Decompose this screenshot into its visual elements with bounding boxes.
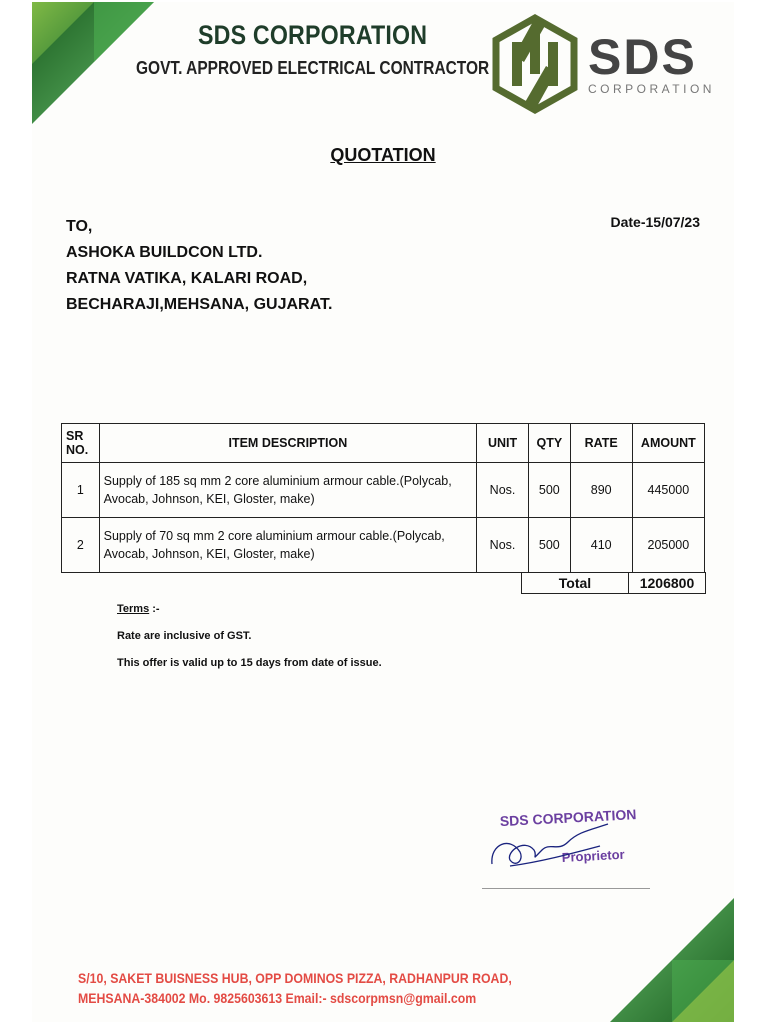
svg-text:SDS CORPORATION: SDS CORPORATION [499, 806, 637, 830]
cell-rate: 890 [570, 463, 632, 518]
footer-address [78, 968, 512, 1008]
cell-qty: 500 [528, 463, 570, 518]
cell-sr: 2 [62, 518, 100, 573]
header-description: ITEM DESCRIPTION [99, 424, 476, 463]
recipient-line: ASHOKA BUILDCON LTD. [66, 244, 263, 261]
footer-line: S/10, SAKET BUISNESS HUB, OPP DOMINOS PIZZA, RADHANPUR ROAD, [78, 970, 512, 986]
total-value: 1206800 [629, 573, 706, 594]
table-row [62, 463, 705, 518]
corner-decoration-bottom-right [610, 898, 734, 1022]
cell-unit: Nos. [477, 463, 529, 518]
terms-heading: Terms :- [117, 603, 160, 615]
terms-item: This offer is valid up to 15 days from date of issue. [117, 657, 382, 669]
document-title: QUOTATION [330, 145, 436, 165]
terms-section [117, 596, 382, 677]
header-unit: UNIT [477, 424, 529, 463]
footer-line: MEHSANA-384002 Mo. 9825603613 Email:- sdscorpmsn@gmail.com [78, 990, 477, 1006]
header-sr: SR NO. [62, 424, 100, 463]
document-date: Date-15/07/23 [610, 214, 700, 230]
company-tagline: GOVT. APPROVED ELECTRICAL CONTRACTOR [136, 58, 490, 78]
quotation-page [32, 2, 734, 1022]
cell-description: Supply of 70 sq mm 2 core aluminium armour cable.(Polycab, Avocab, Johnson, KEI, Gloster, make) [99, 518, 476, 573]
header-rate: RATE [570, 424, 632, 463]
cell-sr: 1 [62, 463, 100, 518]
logo-subtext: CORPORATION [588, 82, 715, 96]
recipient-block [66, 214, 332, 318]
salutation: TO, [66, 218, 93, 235]
header-amount: AMOUNT [632, 424, 704, 463]
logo-wordmark: SDS [588, 29, 697, 85]
recipient-line: BECHARAJI,MEHSANA, GUJARAT. [66, 296, 333, 313]
items-table [61, 423, 705, 573]
cell-description: Supply of 185 sq mm 2 core aluminium armour cable.(Polycab, Avocab, Johnson, KEI, Gloster, make) [99, 463, 476, 518]
sds-logo-icon [488, 12, 582, 116]
terms-item: Rate are inclusive of GST. [117, 630, 252, 642]
svg-text:Proprietor: Proprietor [561, 846, 625, 865]
company-stamp-signature [480, 794, 680, 890]
cell-amount: 445000 [632, 463, 704, 518]
header-qty: QTY [528, 424, 570, 463]
table-row [62, 518, 705, 573]
total-box [521, 572, 706, 594]
cell-rate: 410 [570, 518, 632, 573]
cell-qty: 500 [528, 518, 570, 573]
cell-unit: Nos. [477, 518, 529, 573]
total-label: Total [522, 573, 629, 594]
signature-line [482, 888, 650, 889]
recipient-line: RATNA VATIKA, KALARI ROAD, [66, 270, 308, 287]
company-name: SDS CORPORATION [198, 20, 428, 50]
table-header-row [62, 424, 705, 463]
cell-amount: 205000 [632, 518, 704, 573]
